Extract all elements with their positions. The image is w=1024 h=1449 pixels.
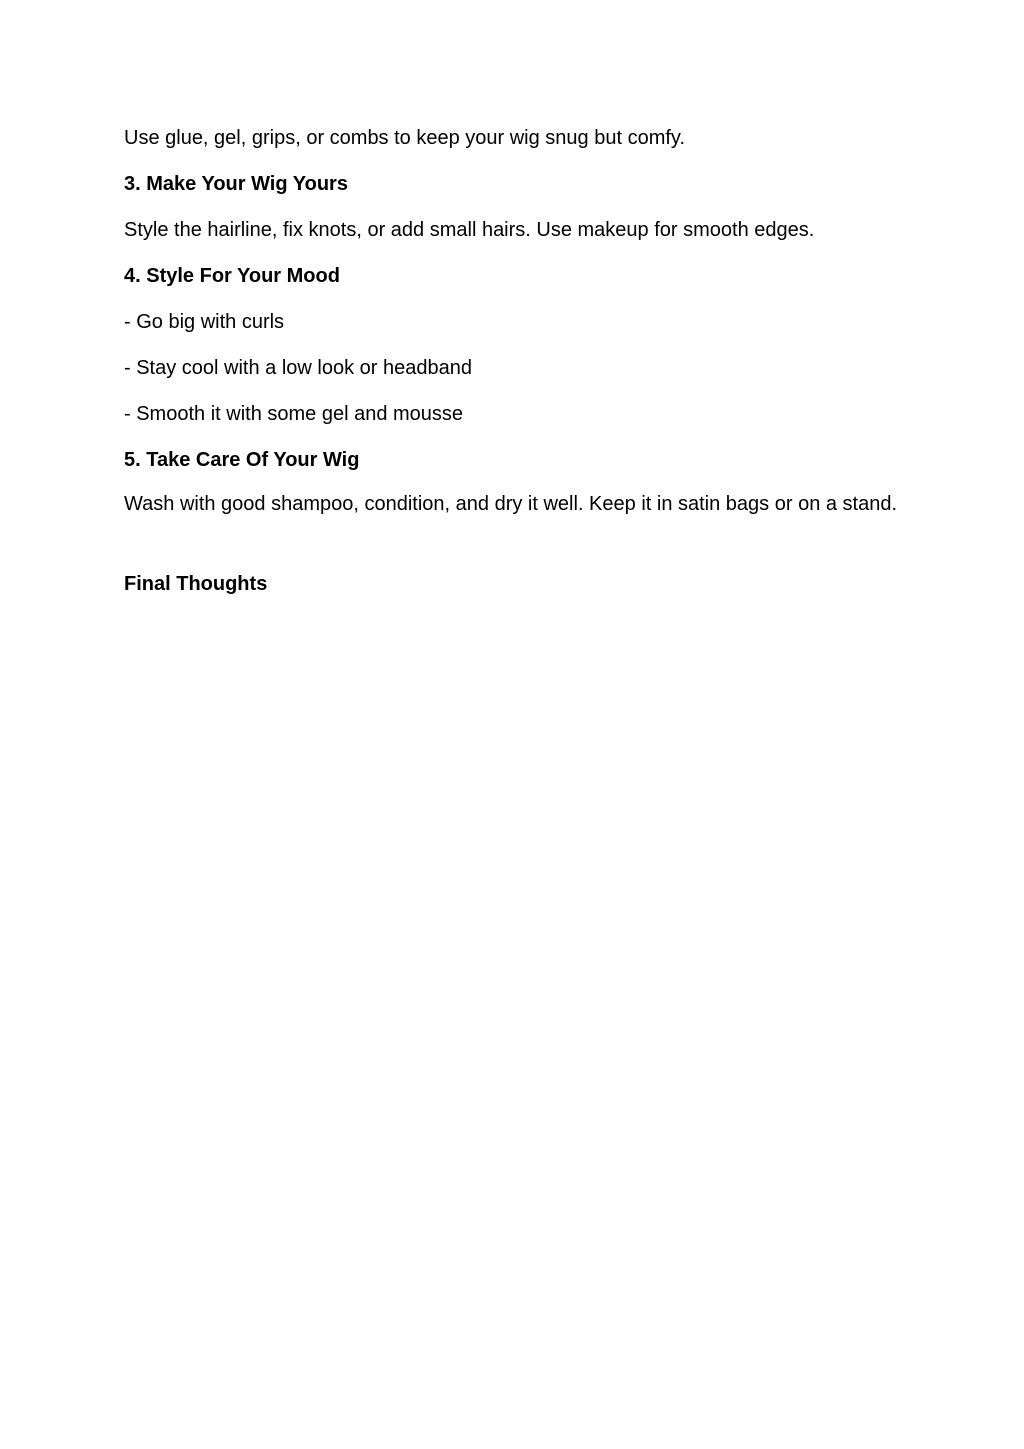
section-4-heading: 4. Style For Your Mood (124, 265, 340, 287)
section-3-heading: 3. Make Your Wig Yours (124, 173, 348, 195)
intro-paragraph: Use glue, gel, grips, or combs to keep your wig snug but comfy. (124, 127, 686, 149)
final-thoughts-heading: Final Thoughts (124, 573, 268, 595)
section-4-bullet-gel: - Smooth it with some gel and mousse (124, 403, 464, 425)
section-3-paragraph: Style the hairline, fix knots, or add small hairs. Use makeup for smooth edges. (124, 219, 815, 241)
section-4-bullet-curls: - Go big with curls (124, 311, 285, 333)
section-5-paragraph: Wash with good shampoo, condition, and dry it well. Keep it in satin bags or on a stand. (124, 493, 898, 515)
section-4-bullet-headband: - Stay cool with a low look or headband (124, 357, 472, 379)
section-5-heading: 5. Take Care Of Your Wig (124, 449, 360, 471)
